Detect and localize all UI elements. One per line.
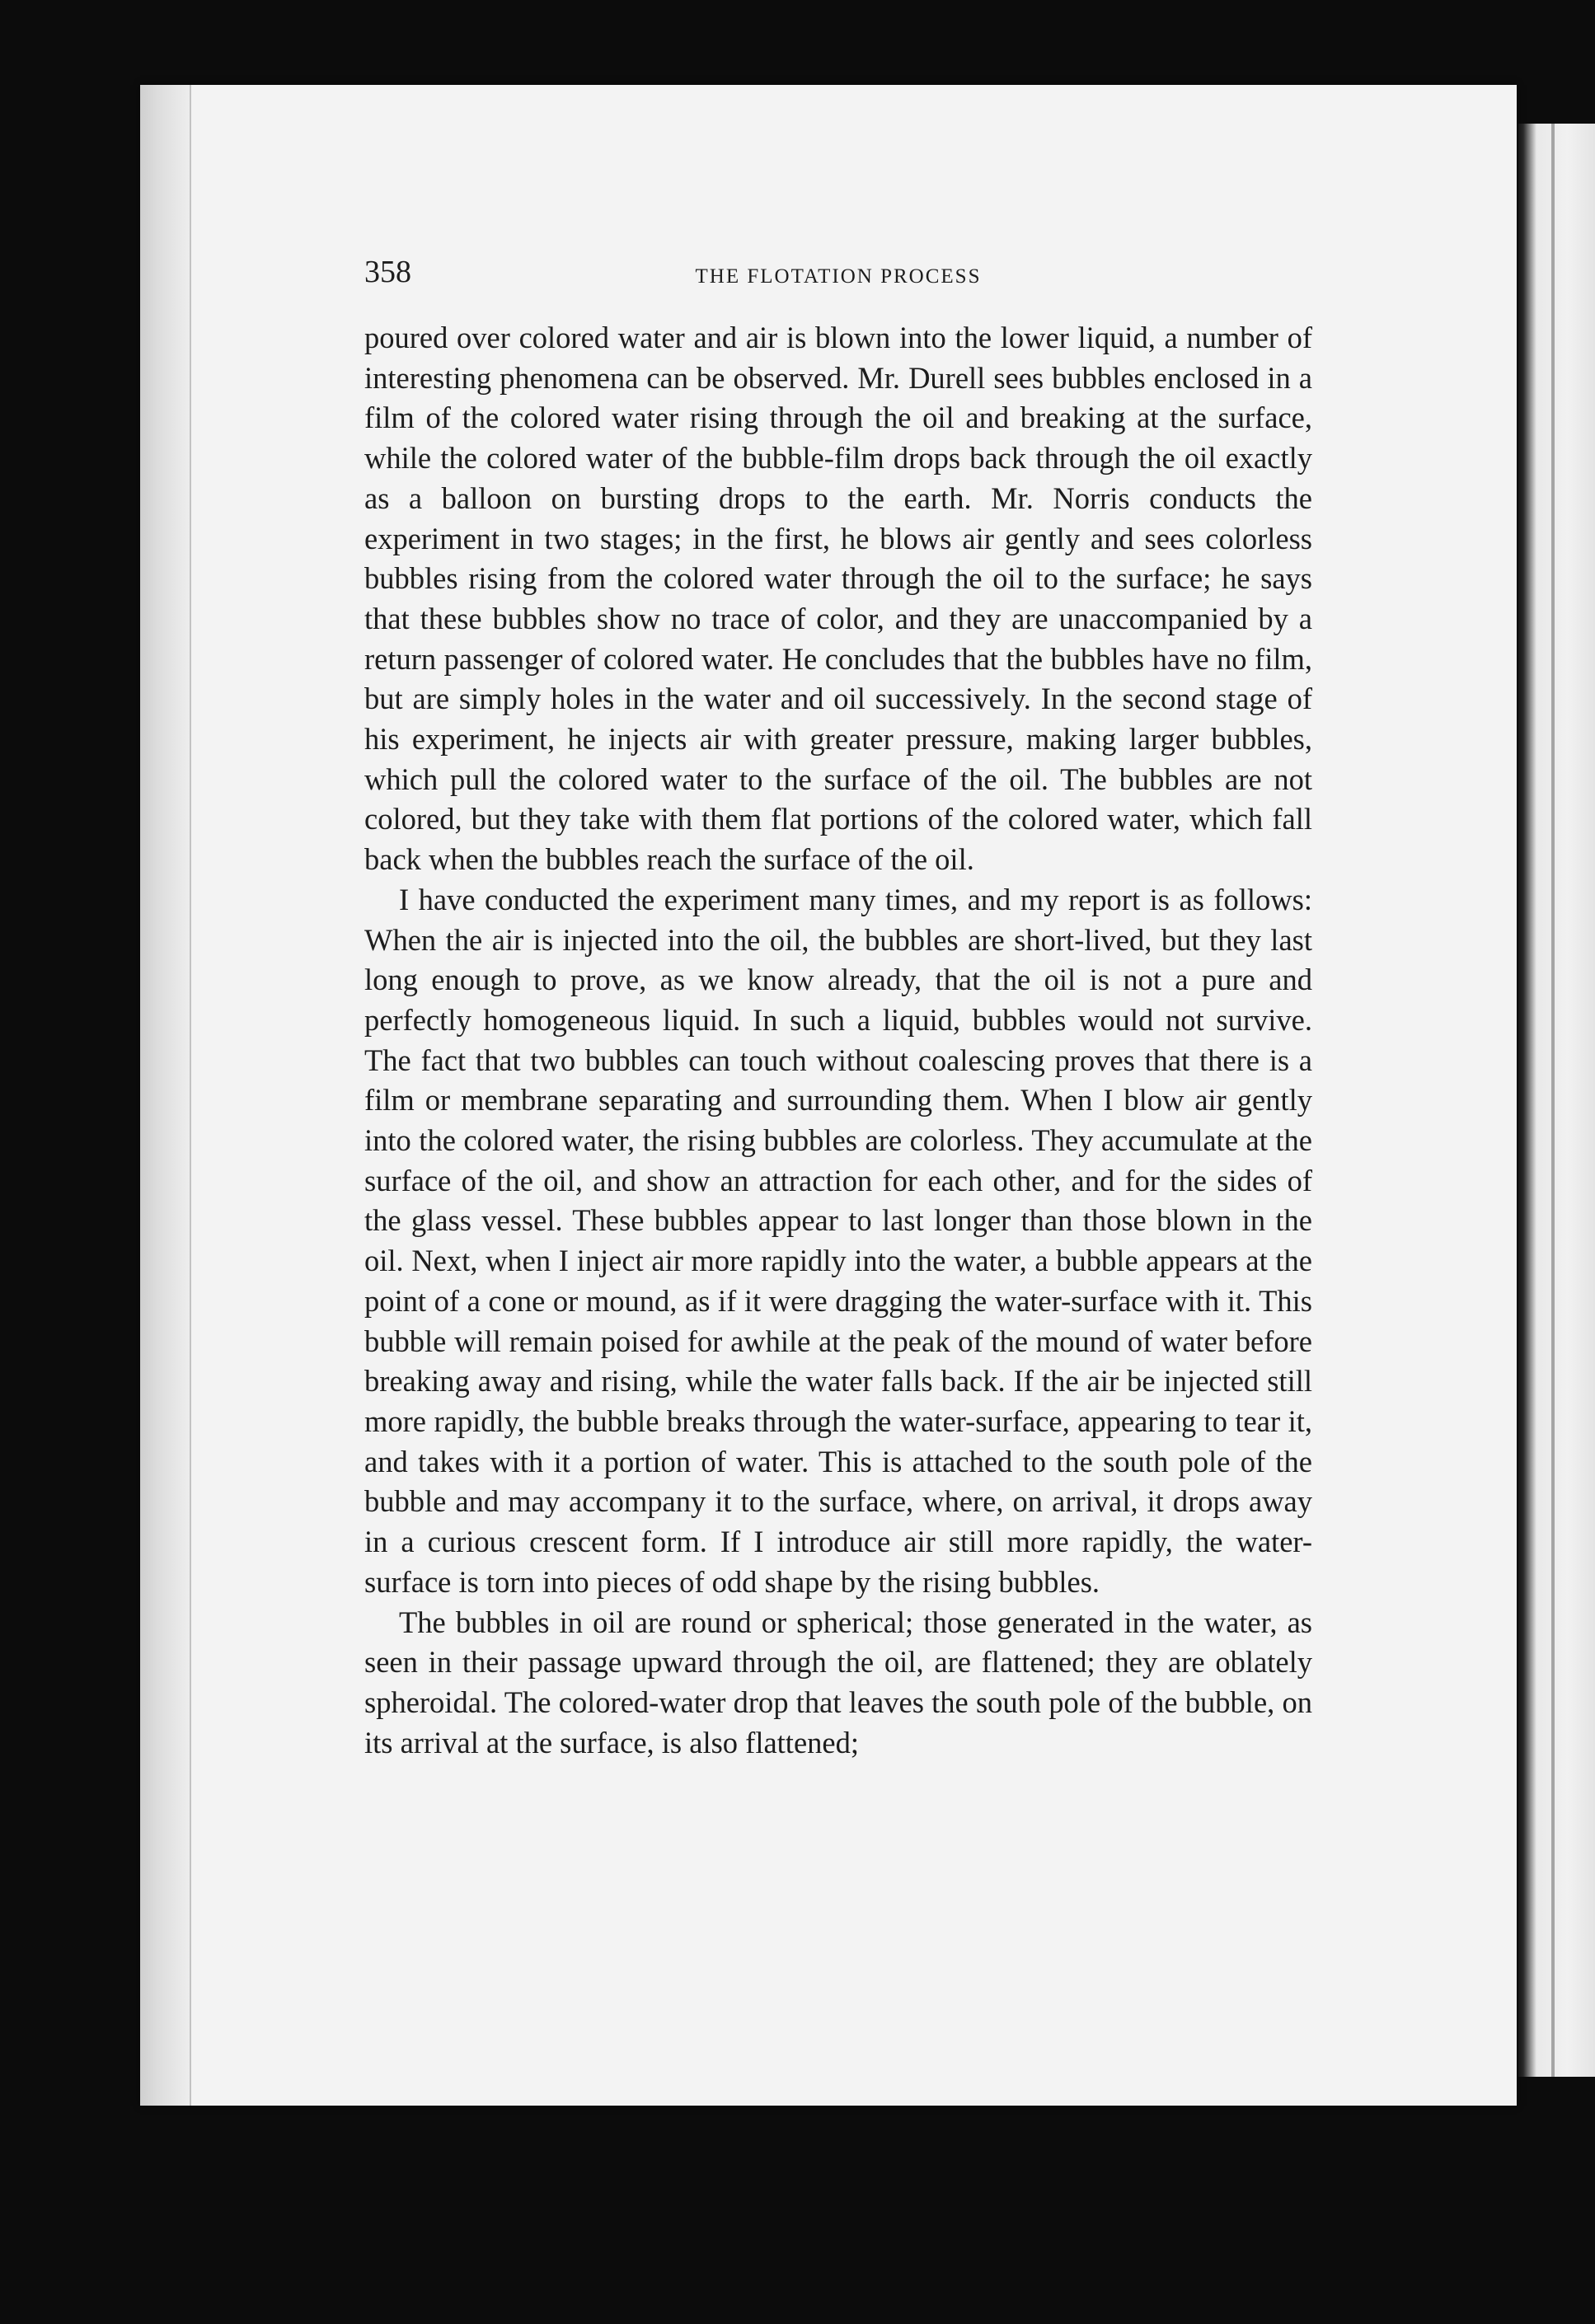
body-paragraph: poured over colored water and air is blown into the lower liquid, a number of interesting phenomena can be observed. Mr. Durell sees bubbles enclosed in a film of the colored water rising through the oil and breaking at the surface, while the colored water of the bubble-film drops back through the oil exactly as a balloon on bursting drops to the earth. Mr. Norris conducts the experiment in two stages; in the first, he blows air gently and sees colorless bubbles rising from the colored water through the oil to the surface; he says that these bubbles show no trace of color, and they are unaccompanied by a return passenger of colored water. He concludes that the bubbles have no film, but are simply holes in the water and oil successively. In the second stage of his experiment, he injects air with greater pressure, making larger bubbles, which pull the colored water to the surface of the oil. The bubbles are not colored, but they take with them flat portions of the colored water, which fall back when the bubbles reach the surface of the oil.	[364, 321, 1312, 877]
adjacent-page-edge	[1518, 124, 1595, 2077]
running-head-title: THE FLOTATION PROCESS	[695, 265, 982, 288]
body-paragraph: I have conducted the experiment many times, and my report is as follows: When the air is injected into the oil, the bubbles are short-lived, but they last long enough to prove, as we know already, that the oil is not a pure and perfectly homogeneous liquid. In such a liquid, bubbles would not survive. The fact that two bubbles can touch without coalescing proves that there is a film or membrane separating and surrounding them. When I blow air gently into the colored water, the rising bubbles are colorless. They accumulate at the surface of the oil, and show an attraction for each other, and for the sides of the glass vessel. These bubbles appear to last longer than those blown in the oil. Next, when I inject air more rapidly into the water, a bubble appears at the point of a cone or mound, as if it were dragging the water-surface with it. This bubble will remain poised for awhile at the peak of the mound of water before breaking away and rising, while the water falls back. If the air be injected still more rapidly, the bubble breaks through the water-surface, appearing to tear it, and takes with it a portion of water. This is attached to the south pole of the bubble and may accompany it to the surface, where, on arrival, it drops away in a curious crescent form. If I introduce air still more rapidly, the water-surface is torn into pieces of odd shape by the rising bubbles.	[364, 882, 1312, 1599]
page-content	[364, 254, 1312, 1763]
page-number: 358	[364, 255, 411, 289]
page-sheet	[140, 85, 1517, 2106]
running-head	[364, 254, 1312, 318]
page-binding-edge	[140, 85, 191, 2106]
body-paragraph: The bubbles in oil are round or spherical; those generated in the water, as seen in their passage upward through the oil, are flattened; they are oblately spheroidal. The colored-water drop that leaves the south pole of the bubble, on its arrival at the surface, is also flattened;	[364, 1605, 1312, 1759]
